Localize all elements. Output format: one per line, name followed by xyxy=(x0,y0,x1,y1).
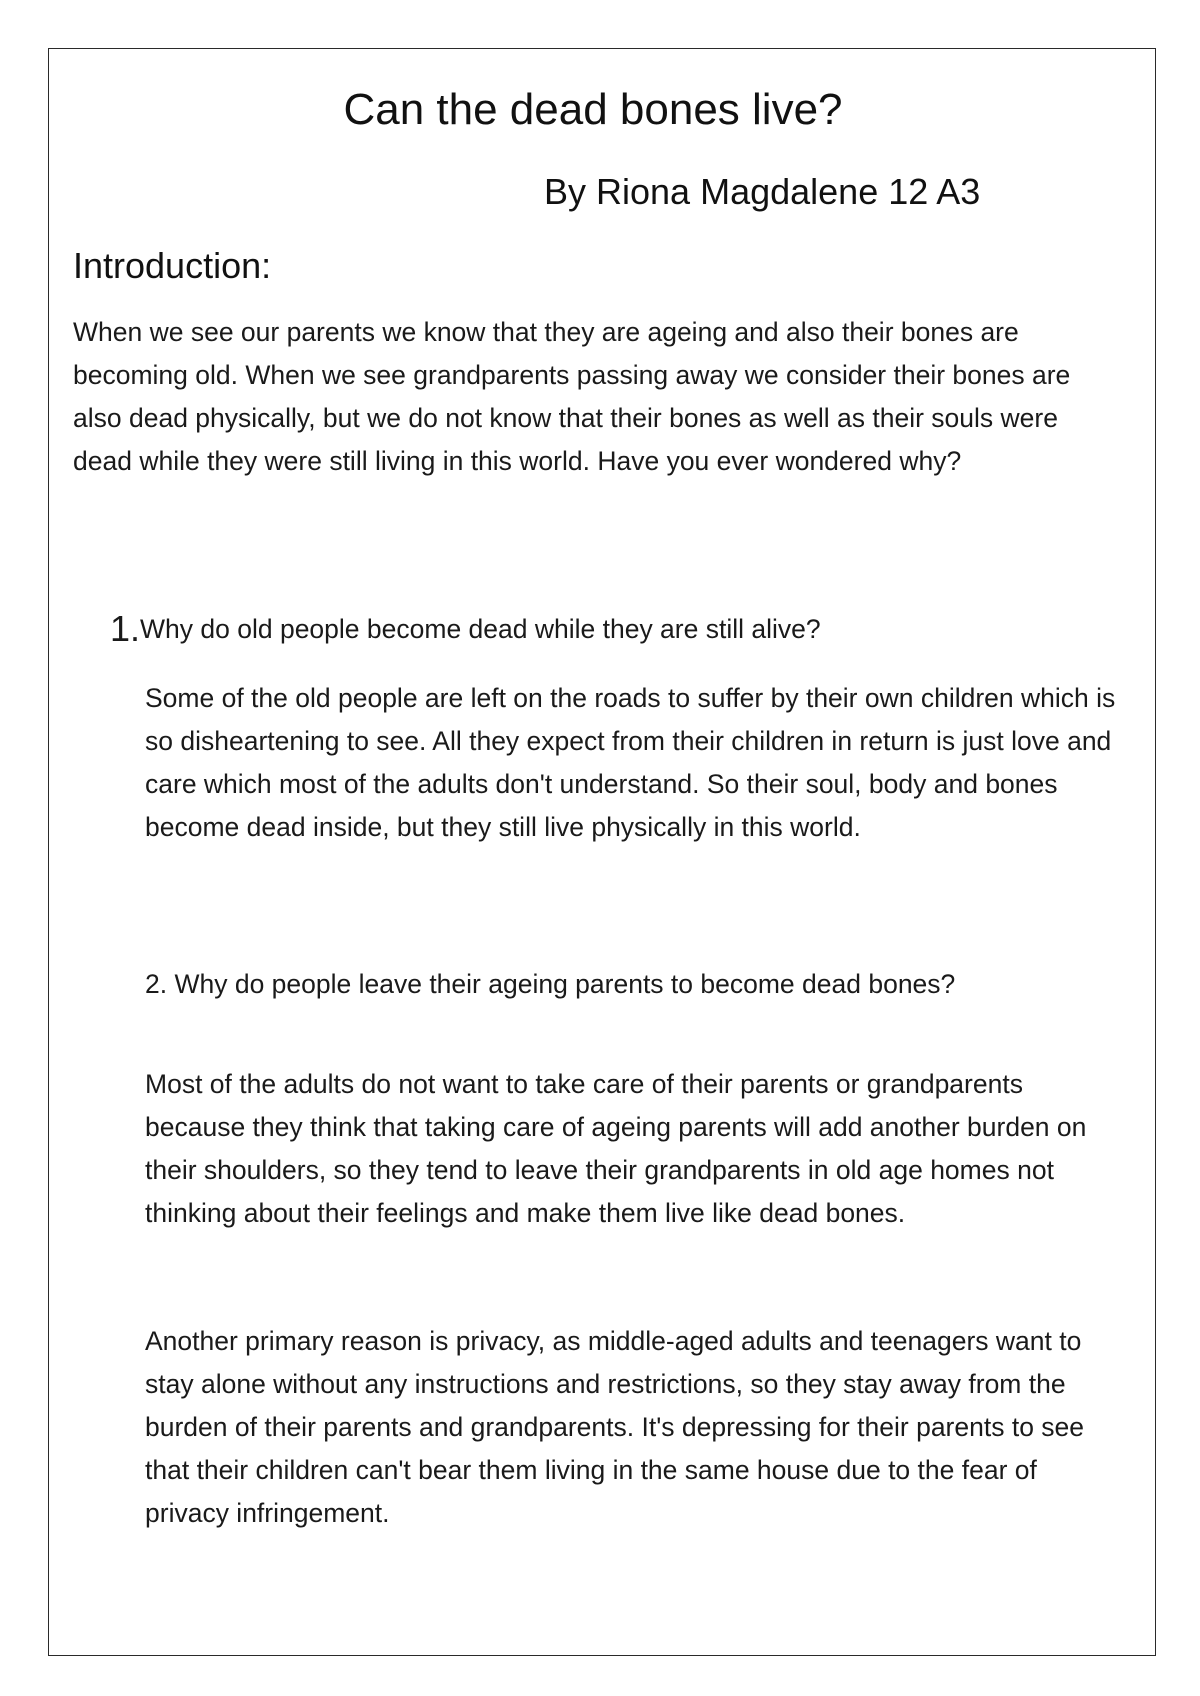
author-byline: By Riona Magdalene 12 A3 xyxy=(544,171,981,212)
introduction-paragraph: When we see our parents we know that they are ageing and also their bones are becoming old. When we see grandparents passing away we consider their bones are also dead physically, but we do not know that their bones as well as their souls were dead while they were still living in this world. Have you ever wondered why? xyxy=(73,317,1071,476)
section-1-number: 1. xyxy=(110,608,141,649)
title-text: Can the dead bones live? xyxy=(343,85,843,134)
section-1-answer: Some of the old people are left on the roads to suffer by their own children which is so disheartening to see. All they expect from their children in return is just love and care which most of the adults don't understand. So their soul, body and bones become dead inside, but they still live physically in this world. xyxy=(145,683,1116,842)
introduction-heading: Introduction: xyxy=(73,245,272,286)
section-1-question-text: Why do old people become dead while they are still alive? xyxy=(140,614,821,644)
section-2-answer: Most of the adults do not want to take care of their parents or grandparents because they think that taking care of ageing parents will add another burden on their shoulders, so they tend to leave their grandparents in old age homes not thinking about their feelings and make them live like dead bones. xyxy=(145,1069,1087,1228)
section-1-question xyxy=(110,607,821,651)
section-2-answer-continued: Another primary reason is privacy, as middle-aged adults and teenagers want to stay alone without any instructions and restrictions, so they stay away from the burden of their parents and grandparents. It's depressing for their parents to see that their children can't bear them living in the same house due to the fear of privacy infringement. xyxy=(145,1326,1085,1528)
section-2-question: 2. Why do people leave their ageing parents to become dead bones? xyxy=(145,969,956,999)
document-title xyxy=(0,80,1200,140)
